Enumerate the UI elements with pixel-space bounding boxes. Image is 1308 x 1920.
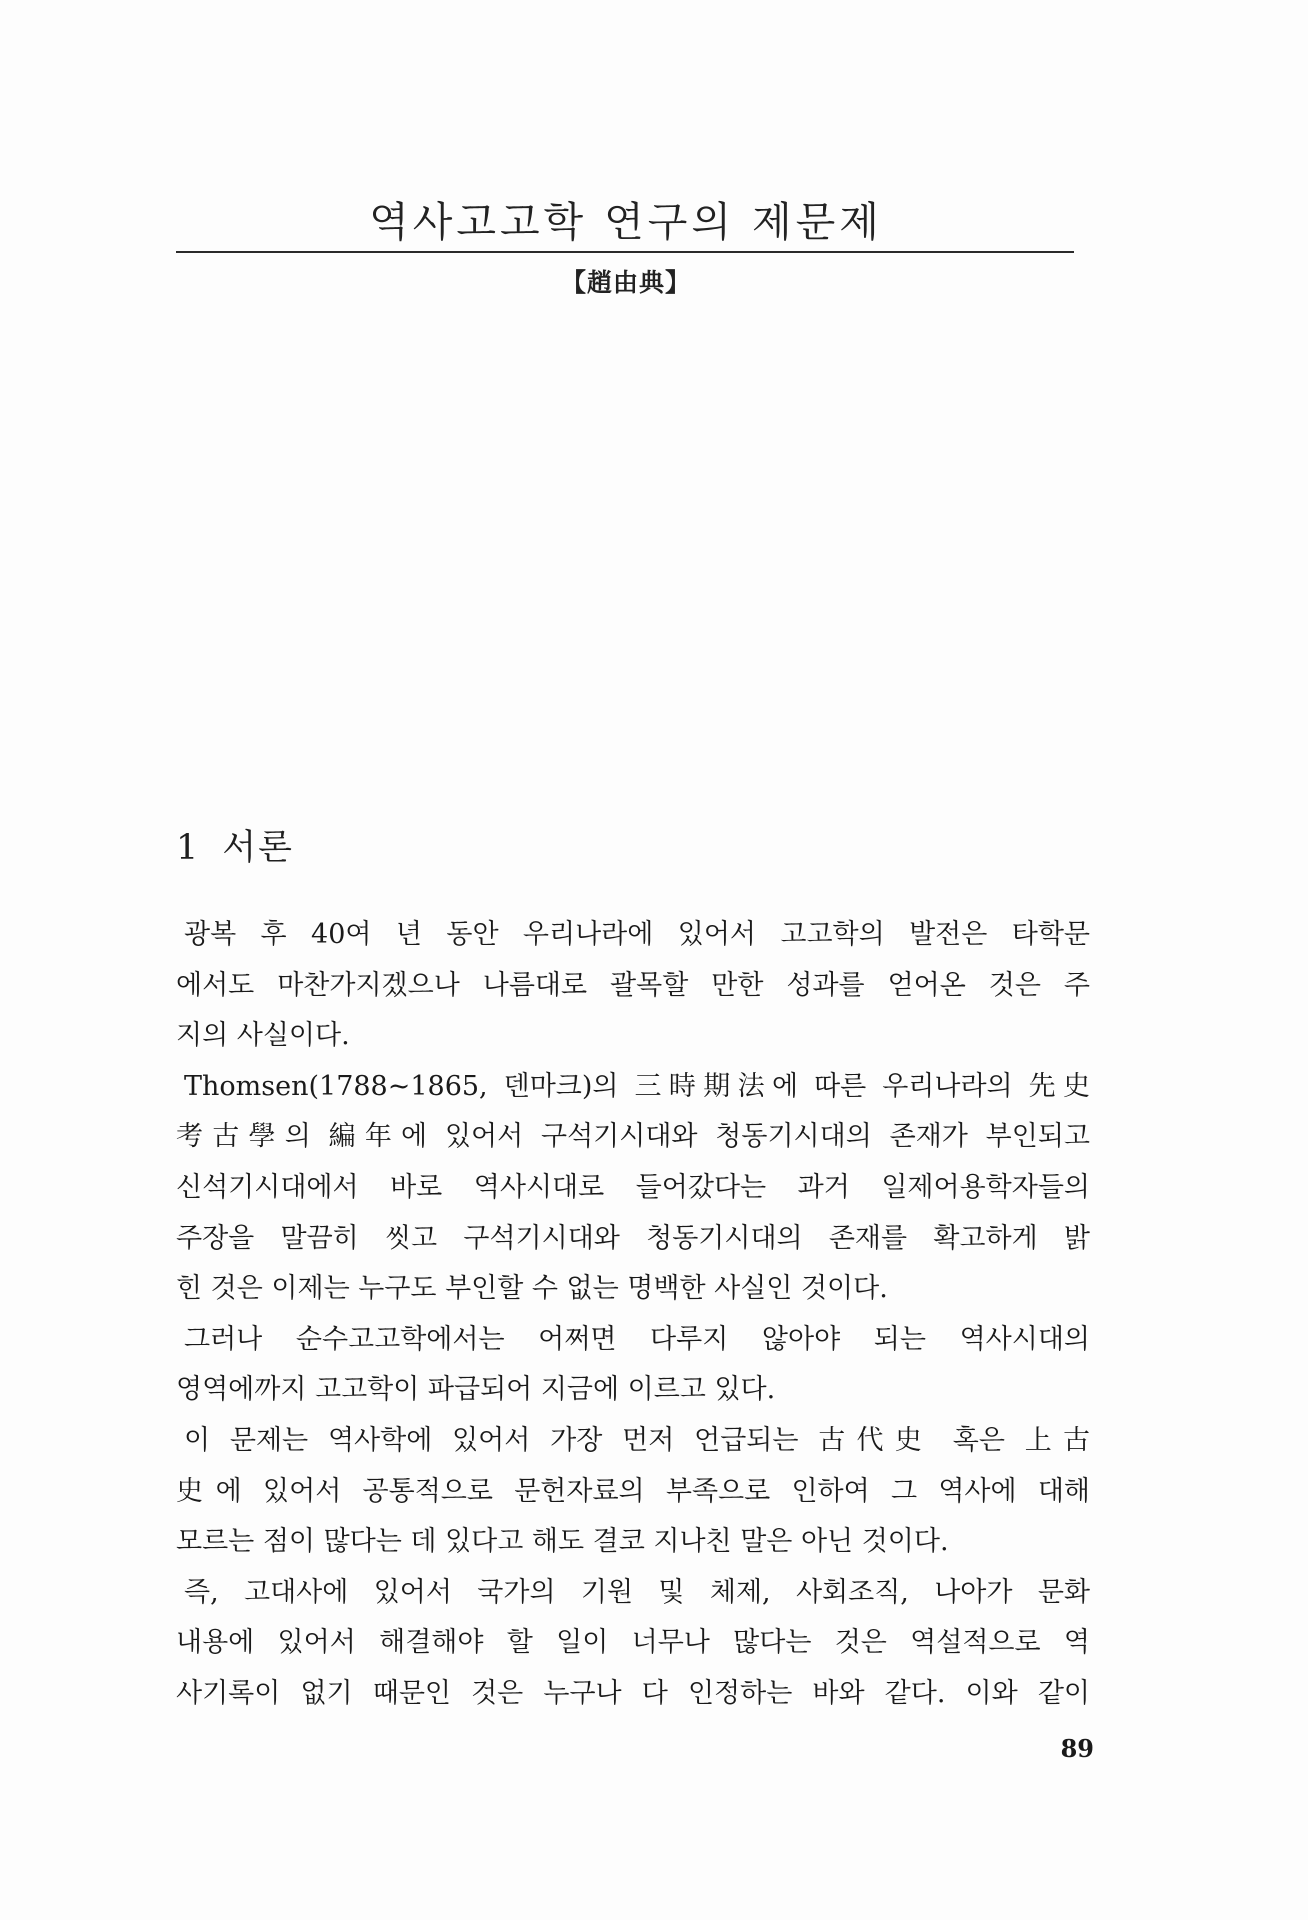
text-line: 영역에까지 고고학이 파급되어 지금에 이르고 있다.: [176, 1374, 776, 1406]
page-number: 89: [1060, 1734, 1094, 1763]
section-number: 1: [176, 828, 201, 868]
text-line: 즉, 고대사에 있어서 국가의 기원 및 체제, 사회조직, 나아가 문화: [184, 1576, 1090, 1608]
text-line: Thomsen(1788~1865, 덴마크)의 三時期法에 따른 우리나라의 先史: [184, 1070, 1090, 1102]
text-line: 힌 것은 이제는 누구도 부인할 수 없는 명백한 사실인 것이다.: [176, 1273, 888, 1305]
text-line: 그러나 순수고고학에서는 어쩌면 다루지 않아야 되는 역사시대의: [184, 1323, 1090, 1355]
body-text: [176, 910, 1090, 1720]
text-line: 신석기시대에서 바로 역사시대로 들어갔다는 과거 일제어용학자들의: [176, 1171, 1090, 1203]
section-title: 서론: [222, 828, 294, 868]
text-line: 이 문제는 역사학에 있어서 가장 먼저 언급되는 古代史 혹은 上古: [184, 1424, 1090, 1456]
text-line: 史에 있어서 공통적으로 문헌자료의 부족으로 인하여 그 역사에 대해: [176, 1475, 1090, 1507]
text-line: 에서도 마찬가지겠으나 나름대로 괄목할 만한 성과를 얻어온 것은 주: [176, 969, 1090, 1001]
section-heading: [176, 820, 294, 870]
text-line: 광복 후 40여 년 동안 우리나라에 있어서 고고학의 발전은 타학문: [184, 919, 1090, 950]
chapter-title: 역사고고학 연구의 제문제: [369, 198, 883, 246]
text-line: 모르는 점이 많다는 데 있다고 해도 결코 지나친 말은 아닌 것이다.: [176, 1526, 949, 1558]
author-name: 【趙由典】: [560, 268, 691, 297]
text-line: 사기록이 없기 때문인 것은 누구나 다 인정하는 바와 같다. 이와 같이: [176, 1677, 1090, 1709]
text-line: 지의 사실이다.: [176, 1020, 350, 1052]
title-underline: [176, 251, 1074, 253]
text-line: 내용에 있어서 해결해야 할 일이 너무나 많다는 것은 역설적으로 역: [176, 1627, 1090, 1659]
text-line: 주장을 말끔히 씻고 구석기시대와 청동기시대의 존재를 확고하게 밝: [176, 1222, 1090, 1254]
text-line: 考古學의 編年에 있어서 구석기시대와 청동기시대의 존재가 부인되고: [176, 1121, 1090, 1153]
